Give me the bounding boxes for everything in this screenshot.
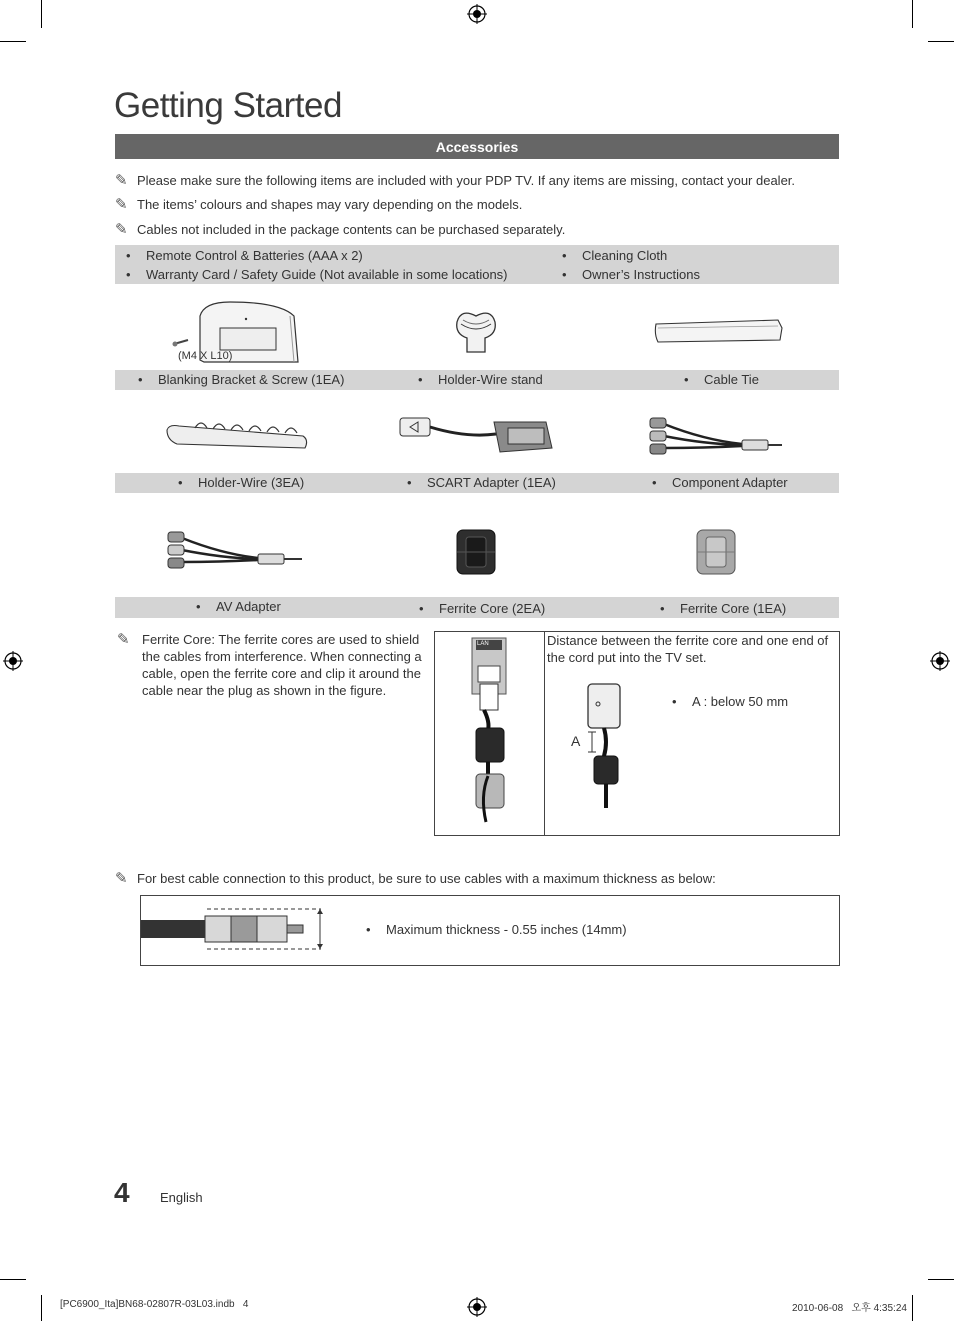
pencil-note-icon: ✎ xyxy=(115,870,128,887)
registration-mark-icon xyxy=(3,651,23,671)
ferrite-note-line: the cables from interference. When connecting a xyxy=(142,649,422,664)
list-item: • Ferrite Core (2EA) xyxy=(419,601,546,616)
crop-mark xyxy=(928,41,954,42)
list-item: • SCART Adapter (1EA) xyxy=(407,475,556,490)
note-text: For best cable connection to this product, be sure to use cables with a maximum thickness as below: xyxy=(137,871,716,886)
ferrite-core-black-image xyxy=(454,527,498,577)
crop-mark xyxy=(928,1279,954,1280)
note-text: The items’ colours and shapes may vary depending on the models. xyxy=(137,197,523,212)
registration-mark-icon xyxy=(930,651,950,671)
section-banner: Accessories xyxy=(115,134,839,159)
note-line xyxy=(115,171,795,189)
registration-mark-icon xyxy=(467,1297,487,1317)
page-title: Getting Started xyxy=(114,86,342,125)
list-item: • Owner’s Instructions xyxy=(562,267,701,282)
component-adapter-image xyxy=(644,412,788,460)
list-item: • AV Adapter xyxy=(196,599,281,614)
list-item: • Cleaning Cloth xyxy=(562,248,668,263)
ferrite-note-line: cable near the plug as shown in the figure. xyxy=(142,683,387,698)
note-text: Please make sure the following items are included with your PDP TV. If any items are missing, contact your dealer. xyxy=(137,173,796,188)
ferrite-core-grey-image xyxy=(694,527,738,577)
dimension-label: A xyxy=(571,733,581,749)
ferrite-note-line: Ferrite Core: The ferrite cores are used to shield xyxy=(142,632,420,647)
list-item: • A : below 50 mm xyxy=(672,694,789,709)
note-text: Cables not included in the package contents can be purchased separately. xyxy=(137,222,566,237)
lan-label: LAN xyxy=(477,641,489,647)
ferrite-note xyxy=(117,631,422,699)
note-line xyxy=(115,220,565,238)
crop-mark xyxy=(41,1295,42,1321)
list-item: • Warranty Card / Safety Guide (Not available in some locations) xyxy=(126,267,508,282)
holder-wire-stand-image xyxy=(453,308,499,356)
screw-label: (M4 X L10) xyxy=(178,350,233,362)
crop-mark xyxy=(0,41,26,42)
pencil-note-icon: ✎ xyxy=(117,631,130,648)
note-line xyxy=(115,869,716,887)
list-item: • Holder-Wire stand xyxy=(418,372,543,387)
av-adapter-image xyxy=(162,528,308,574)
list-item: • Remote Control & Batteries (AAA x 2) xyxy=(126,248,363,263)
crop-mark xyxy=(912,1295,913,1321)
scart-adapter-image xyxy=(396,408,556,462)
registration-mark-icon xyxy=(467,4,487,24)
holder-wire-image xyxy=(165,418,309,454)
crop-mark xyxy=(0,1279,26,1280)
pencil-note-icon: ✎ xyxy=(115,196,128,213)
list-item: • Blanking Bracket & Screw (1EA) xyxy=(138,372,345,387)
ferrite-note-line: cable, open the ferrite core and clip it around the xyxy=(142,666,421,681)
file-info: [PC6900_Ita]BN68-02807R-03L03.indb 4 xyxy=(60,1299,249,1310)
cable-thickness-illustration xyxy=(141,906,331,952)
note-line xyxy=(115,195,522,213)
cable-tie-image xyxy=(652,318,784,346)
distance-text: Distance between the ferrite core and one end of the cord put into the TV set. xyxy=(547,633,829,665)
list-item: • Holder-Wire (3EA) xyxy=(178,475,305,490)
pencil-note-icon: ✎ xyxy=(115,221,128,238)
pencil-note-icon: ✎ xyxy=(115,172,128,189)
box-divider xyxy=(544,632,545,835)
crop-mark xyxy=(41,0,42,28)
list-item: • Maximum thickness - 0.55 inches (14mm) xyxy=(366,922,627,937)
page-number: 4 xyxy=(114,1177,130,1208)
list-item: • Cable Tie xyxy=(684,372,759,387)
dimension-marker xyxy=(586,730,598,756)
lan-cable-illustration xyxy=(466,636,512,826)
crop-mark xyxy=(912,0,913,28)
language-label: English xyxy=(160,1190,203,1205)
list-item: • Component Adapter xyxy=(652,475,788,490)
list-item: • Ferrite Core (1EA) xyxy=(660,601,787,616)
print-timestamp: 2010-06-08 오후 4:35:24 xyxy=(792,1303,907,1314)
